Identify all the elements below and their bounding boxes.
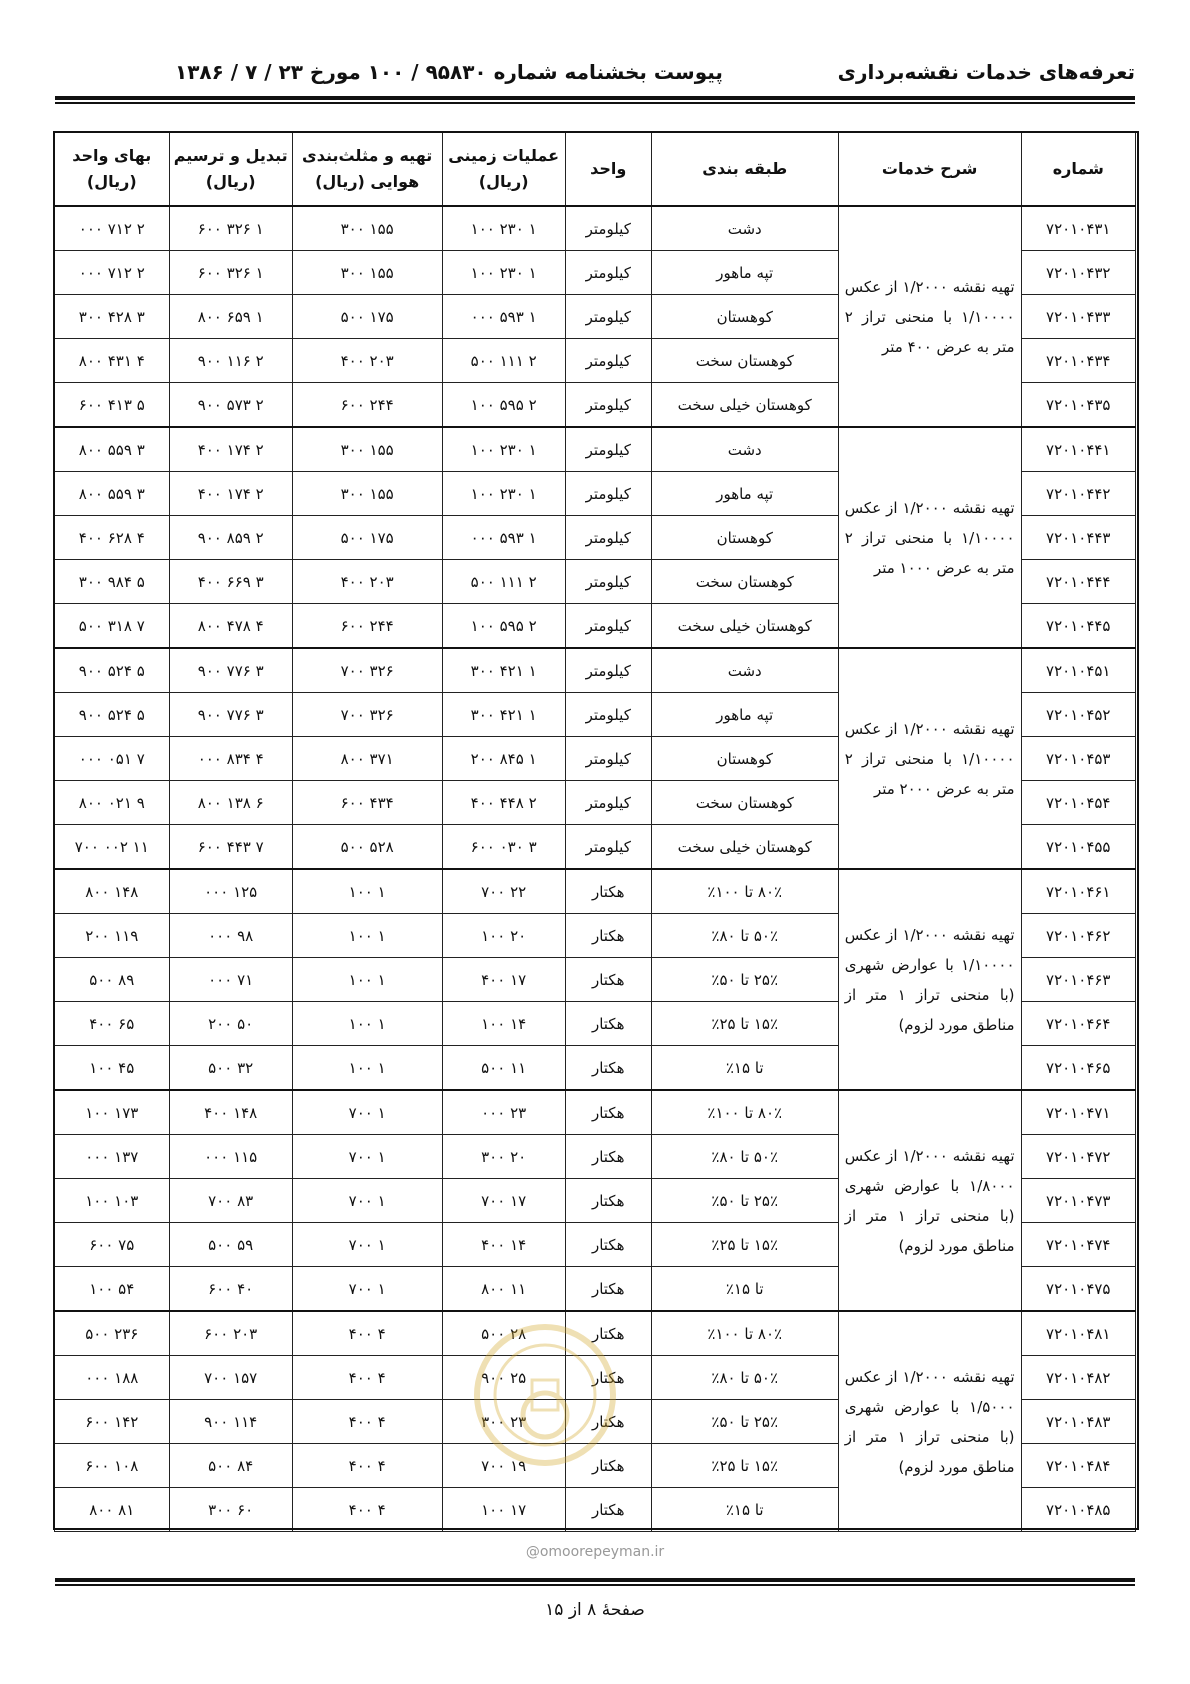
cell-unit: کیلومتر	[565, 251, 651, 295]
cell-number: ۷۲۰۱۰۴۴۵	[1021, 604, 1135, 649]
cell-unit: هکتار	[565, 1046, 651, 1091]
cell-unit-price: ۷ ۳۱۸ ۵۰۰	[55, 604, 170, 649]
cell-aerial: ۲۰۳ ۴۰۰	[292, 339, 442, 383]
cell-number: ۷۲۰۱۰۴۶۱	[1021, 869, 1135, 914]
cell-drafting: ۲ ۱۱۶ ۹۰۰	[169, 339, 292, 383]
cell-unit-price: ۵ ۴۱۳ ۶۰۰	[55, 383, 170, 428]
cell-unit: هکتار	[565, 1223, 651, 1267]
cell-unit-price: ۸۱ ۸۰۰	[55, 1488, 170, 1532]
cell-unit: هکتار	[565, 1311, 651, 1356]
cell-unit: هکتار	[565, 1356, 651, 1400]
cell-aerial: ۳۲۶ ۷۰۰	[292, 693, 442, 737]
cell-ground: ۱۴ ۴۰۰	[442, 1223, 565, 1267]
cell-aerial: ۲۴۴ ۶۰۰	[292, 604, 442, 649]
cell-unit: کیلومتر	[565, 427, 651, 472]
cell-ground: ۱ ۲۳۰ ۱۰۰	[442, 472, 565, 516]
cell-unit-price: ۱۷۳ ۱۰۰	[55, 1090, 170, 1135]
cell-unit: کیلومتر	[565, 560, 651, 604]
cell-unit: کیلومتر	[565, 383, 651, 428]
header-drafting: تبدیل و ترسیم (ریال)	[169, 133, 292, 207]
cell-unit-price: ۶۵ ۴۰۰	[55, 1002, 170, 1046]
cell-unit: کیلومتر	[565, 604, 651, 649]
cell-number: ۷۲۰۱۰۴۶۵	[1021, 1046, 1135, 1091]
cell-number: ۷۲۰۱۰۴۴۱	[1021, 427, 1135, 472]
cell-ground: ۱ ۴۲۱ ۳۰۰	[442, 693, 565, 737]
cell-category: ۵۰٪ تا ۸۰٪	[651, 914, 838, 958]
header-aerial: تهیه و مثلث‌بندی هوایی (ریال)	[292, 133, 442, 207]
header-unit: واحد	[565, 133, 651, 207]
header-category: طبقه بندی	[651, 133, 838, 207]
cell-ground: ۱۷ ۱۰۰	[442, 1488, 565, 1532]
table-row	[55, 648, 1136, 693]
cell-category: ۲۵٪ تا ۵۰٪	[651, 1179, 838, 1223]
cell-category: ۲۵٪ تا ۵۰٪	[651, 1400, 838, 1444]
cell-category: کوهستان خیلی سخت	[651, 383, 838, 428]
cell-number: ۷۲۰۱۰۴۵۴	[1021, 781, 1135, 825]
cell-number: ۷۲۰۱۰۴۵۵	[1021, 825, 1135, 870]
cell-unit-price: ۲۳۶ ۵۰۰	[55, 1311, 170, 1356]
table-row	[55, 427, 1136, 472]
cell-category: تا ۱۵٪	[651, 1267, 838, 1312]
cell-ground: ۲۰ ۱۰۰	[442, 914, 565, 958]
cell-drafting: ۱۴۸ ۴۰۰	[169, 1090, 292, 1135]
cell-ground: ۱۹ ۷۰۰	[442, 1444, 565, 1488]
cell-aerial: ۴ ۴۰۰	[292, 1444, 442, 1488]
cell-number: ۷۲۰۱۰۴۶۴	[1021, 1002, 1135, 1046]
cell-number: ۷۲۰۱۰۴۶۲	[1021, 914, 1135, 958]
cell-unit-price: ۱۸۸ ۰۰۰	[55, 1356, 170, 1400]
stamp-watermark	[470, 1320, 620, 1470]
cell-aerial: ۱۵۵ ۳۰۰	[292, 472, 442, 516]
cell-category: ۸۰٪ تا ۱۰۰٪	[651, 1311, 838, 1356]
cell-number: ۷۲۰۱۰۴۶۳	[1021, 958, 1135, 1002]
cell-unit-price: ۴ ۶۲۸ ۴۰۰	[55, 516, 170, 560]
cell-aerial: ۱ ۷۰۰	[292, 1223, 442, 1267]
cell-description: تهیه نقشه ۱/۲۰۰۰ از عکس ۱/۱۰۰۰۰ با منحنی تراز ۲ متر به عرض ۴۰۰ متر	[838, 206, 1021, 427]
cell-unit-price: ۷ ۰۵۱ ۰۰۰	[55, 737, 170, 781]
cell-category: ۸۰٪ تا ۱۰۰٪	[651, 869, 838, 914]
cell-unit: هکتار	[565, 1002, 651, 1046]
cell-number: ۷۲۰۱۰۴۷۴	[1021, 1223, 1135, 1267]
cell-aerial: ۴ ۴۰۰	[292, 1311, 442, 1356]
cell-drafting: ۸۴ ۵۰۰	[169, 1444, 292, 1488]
cell-category: کوهستان خیلی سخت	[651, 604, 838, 649]
cell-ground: ۱۷ ۷۰۰	[442, 1179, 565, 1223]
cell-category: تپه ماهور	[651, 251, 838, 295]
cell-number: ۷۲۰۱۰۴۵۳	[1021, 737, 1135, 781]
cell-number: ۷۲۰۱۰۴۳۵	[1021, 383, 1135, 428]
cell-unit: هکتار	[565, 869, 651, 914]
cell-drafting: ۱ ۶۵۹ ۸۰۰	[169, 295, 292, 339]
cell-drafting: ۶ ۱۳۸ ۸۰۰	[169, 781, 292, 825]
cell-drafting: ۲ ۱۷۴ ۴۰۰	[169, 472, 292, 516]
cell-aerial: ۱ ۷۰۰	[292, 1267, 442, 1312]
cell-unit-price: ۵ ۹۸۴ ۳۰۰	[55, 560, 170, 604]
cell-number: ۷۲۰۱۰۴۸۳	[1021, 1400, 1135, 1444]
cell-aerial: ۱۵۵ ۳۰۰	[292, 427, 442, 472]
cell-description: تهیه نقشه ۱/۲۰۰۰ از عکس ۱/۱۰۰۰۰ با منحنی تراز ۲ متر به عرض ۲۰۰۰ متر	[838, 648, 1021, 869]
cell-category: کوهستان خیلی سخت	[651, 825, 838, 870]
cell-description: تهیه نقشه ۱/۲۰۰۰ از عکس ۱/۱۰۰۰۰ با عوارض شهری (با منحنی تراز ۱ متر از مناطق مورد لزوم)	[838, 869, 1021, 1090]
footer-rule-thin	[55, 1584, 1135, 1586]
cell-ground: ۲ ۵۹۵ ۱۰۰	[442, 604, 565, 649]
cell-number: ۷۲۰۱۰۴۸۴	[1021, 1444, 1135, 1488]
cell-drafting: ۱ ۳۲۶ ۶۰۰	[169, 251, 292, 295]
cell-drafting: ۴ ۸۳۴ ۰۰۰	[169, 737, 292, 781]
cell-unit: کیلومتر	[565, 648, 651, 693]
cell-aerial: ۴ ۴۰۰	[292, 1488, 442, 1532]
table-row	[55, 869, 1136, 914]
cell-aerial: ۱ ۷۰۰	[292, 1090, 442, 1135]
cell-unit-price: ۱۰۳ ۱۰۰	[55, 1179, 170, 1223]
cell-unit: کیلومتر	[565, 693, 651, 737]
cell-unit: هکتار	[565, 914, 651, 958]
page-number: صفحهٔ ۸ از ۱۵	[545, 1600, 645, 1620]
cell-unit: هکتار	[565, 958, 651, 1002]
cell-unit-price: ۱۴۲ ۶۰۰	[55, 1400, 170, 1444]
cell-unit-price: ۴ ۴۳۱ ۸۰۰	[55, 339, 170, 383]
cell-number: ۷۲۰۱۰۴۳۲	[1021, 251, 1135, 295]
cell-category: کوهستان	[651, 516, 838, 560]
cell-aerial: ۱۷۵ ۵۰۰	[292, 295, 442, 339]
cell-unit: هکتار	[565, 1488, 651, 1532]
cell-category: ۱۵٪ تا ۲۵٪	[651, 1223, 838, 1267]
cell-ground: ۲ ۴۴۸ ۴۰۰	[442, 781, 565, 825]
cell-unit-price: ۸۹ ۵۰۰	[55, 958, 170, 1002]
cell-aerial: ۱۷۵ ۵۰۰	[292, 516, 442, 560]
cell-category: ۵۰٪ تا ۸۰٪	[651, 1356, 838, 1400]
cell-number: ۷۲۰۱۰۴۴۲	[1021, 472, 1135, 516]
cell-unit-price: ۵ ۵۲۴ ۹۰۰	[55, 648, 170, 693]
cell-number: ۷۲۰۱۰۴۸۲	[1021, 1356, 1135, 1400]
cell-drafting: ۹۸ ۰۰۰	[169, 914, 292, 958]
cell-unit-price: ۳ ۵۵۹ ۸۰۰	[55, 427, 170, 472]
cell-category: دشت	[651, 206, 838, 251]
cell-unit: هکتار	[565, 1267, 651, 1312]
footer-rule-thick	[55, 1578, 1135, 1582]
cell-ground: ۱۴ ۱۰۰	[442, 1002, 565, 1046]
cell-number: ۷۲۰۱۰۴۷۱	[1021, 1090, 1135, 1135]
cell-ground: ۱ ۲۳۰ ۱۰۰	[442, 251, 565, 295]
cell-description: تهیه نقشه ۱/۲۰۰۰ از عکس ۱/۸۰۰۰ با عوارض شهری (با منحنی تراز ۱ متر از مناطق مورد لزوم)	[838, 1090, 1021, 1311]
header-unit-price: بهای واحد (ریال)	[55, 133, 170, 207]
cell-ground: ۲ ۱۱۱ ۵۰۰	[442, 339, 565, 383]
header-rule-thin	[55, 102, 1135, 104]
cell-aerial: ۱ ۱۰۰	[292, 1002, 442, 1046]
cell-unit-price: ۱۰۸ ۶۰۰	[55, 1444, 170, 1488]
cell-ground: ۱۷ ۴۰۰	[442, 958, 565, 1002]
cell-unit: هکتار	[565, 1135, 651, 1179]
cell-ground: ۲۳ ۰۰۰	[442, 1090, 565, 1135]
cell-unit: کیلومتر	[565, 825, 651, 870]
cell-ground: ۱۱ ۸۰۰	[442, 1267, 565, 1312]
cell-unit-price: ۱۱۹ ۲۰۰	[55, 914, 170, 958]
cell-number: ۷۲۰۱۰۴۸۵	[1021, 1488, 1135, 1532]
cell-ground: ۱ ۲۳۰ ۱۰۰	[442, 206, 565, 251]
cell-aerial: ۲۰۳ ۴۰۰	[292, 560, 442, 604]
cell-unit-price: ۵۴ ۱۰۰	[55, 1267, 170, 1312]
cell-aerial: ۱ ۱۰۰	[292, 1046, 442, 1091]
header-rule-thick	[55, 96, 1135, 100]
cell-aerial: ۴ ۴۰۰	[292, 1356, 442, 1400]
cell-description: تهیه نقشه ۱/۲۰۰۰ از عکس ۱/۱۰۰۰۰ با منحنی تراز ۲ متر به عرض ۱۰۰۰ متر	[838, 427, 1021, 648]
cell-drafting: ۱۵۷ ۷۰۰	[169, 1356, 292, 1400]
cell-unit-price: ۲ ۷۱۲ ۰۰۰	[55, 206, 170, 251]
cell-drafting: ۳ ۷۷۶ ۹۰۰	[169, 648, 292, 693]
cell-category: تا ۱۵٪	[651, 1488, 838, 1532]
cell-aerial: ۱ ۱۰۰	[292, 869, 442, 914]
cell-ground: ۲۵ ۹۰۰	[442, 1356, 565, 1400]
watermark-site: @omoorepeyman.ir	[525, 1544, 665, 1560]
cell-category: کوهستان سخت	[651, 560, 838, 604]
cell-drafting: ۷۱ ۰۰۰	[169, 958, 292, 1002]
cell-aerial: ۴۳۴ ۶۰۰	[292, 781, 442, 825]
cell-unit: کیلومتر	[565, 206, 651, 251]
cell-category: کوهستان سخت	[651, 781, 838, 825]
cell-number: ۷۲۰۱۰۴۵۱	[1021, 648, 1135, 693]
cell-aerial: ۳۷۱ ۸۰۰	[292, 737, 442, 781]
cell-aerial: ۱ ۷۰۰	[292, 1135, 442, 1179]
cell-unit-price: ۹ ۰۲۱ ۸۰۰	[55, 781, 170, 825]
cell-ground: ۱ ۴۲۱ ۳۰۰	[442, 648, 565, 693]
cell-unit: کیلومتر	[565, 516, 651, 560]
cell-category: دشت	[651, 427, 838, 472]
table-row	[55, 206, 1136, 251]
cell-unit: هکتار	[565, 1444, 651, 1488]
circular-reference: پیوست بخشنامه شماره ۹۵۸۳۰ / ۱۰۰ مورخ ۲۳ / ۷ / ۱۳۸۶	[175, 60, 723, 84]
cell-ground: ۲۸ ۵۰۰	[442, 1311, 565, 1356]
cell-number: ۷۲۰۱۰۴۷۲	[1021, 1135, 1135, 1179]
cell-drafting: ۴ ۴۷۸ ۸۰۰	[169, 604, 292, 649]
cell-ground: ۲ ۱۱۱ ۵۰۰	[442, 560, 565, 604]
cell-drafting: ۲ ۵۷۳ ۹۰۰	[169, 383, 292, 428]
table-header-row	[55, 133, 1136, 207]
cell-unit: کیلومتر	[565, 781, 651, 825]
cell-drafting: ۸۳ ۷۰۰	[169, 1179, 292, 1223]
cell-drafting: ۱ ۳۲۶ ۶۰۰	[169, 206, 292, 251]
page-header	[55, 56, 1135, 90]
cell-category: تا ۱۵٪	[651, 1046, 838, 1091]
cell-unit: کیلومتر	[565, 295, 651, 339]
cell-category: ۱۵٪ تا ۲۵٪	[651, 1444, 838, 1488]
cell-unit: هکتار	[565, 1400, 651, 1444]
cell-number: ۷۲۰۱۰۴۳۴	[1021, 339, 1135, 383]
cell-ground: ۲۲ ۷۰۰	[442, 869, 565, 914]
cell-drafting: ۴۰ ۶۰۰	[169, 1267, 292, 1312]
cell-aerial: ۴ ۴۰۰	[292, 1400, 442, 1444]
cell-drafting: ۲ ۱۷۴ ۴۰۰	[169, 427, 292, 472]
cell-ground: ۲۳ ۳۰۰	[442, 1400, 565, 1444]
cell-description: تهیه نقشه ۱/۲۰۰۰ از عکس ۱/۵۰۰۰ با عوارض شهری (با منحنی تراز ۱ متر از مناطق مورد لزوم)	[838, 1311, 1021, 1532]
cell-number: ۷۲۰۱۰۴۷۳	[1021, 1179, 1135, 1223]
cell-drafting: ۳۲ ۵۰۰	[169, 1046, 292, 1091]
cell-aerial: ۵۲۸ ۵۰۰	[292, 825, 442, 870]
header-ground: عملیات زمینی (ریال)	[442, 133, 565, 207]
cell-aerial: ۲۴۴ ۶۰۰	[292, 383, 442, 428]
cell-unit-price: ۳ ۵۵۹ ۸۰۰	[55, 472, 170, 516]
cell-aerial: ۱۵۵ ۳۰۰	[292, 251, 442, 295]
cell-number: ۷۲۰۱۰۴۸۱	[1021, 1311, 1135, 1356]
cell-category: کوهستان سخت	[651, 339, 838, 383]
cell-number: ۷۲۰۱۰۴۳۳	[1021, 295, 1135, 339]
cell-unit-price: ۳ ۴۲۸ ۳۰۰	[55, 295, 170, 339]
cell-ground: ۱ ۵۹۳ ۰۰۰	[442, 516, 565, 560]
cell-aerial: ۳۲۶ ۷۰۰	[292, 648, 442, 693]
cell-unit-price: ۲ ۷۱۲ ۰۰۰	[55, 251, 170, 295]
cell-unit: کیلومتر	[565, 472, 651, 516]
cell-category: کوهستان	[651, 737, 838, 781]
cell-number: ۷۲۰۱۰۴۴۴	[1021, 560, 1135, 604]
cell-number: ۷۲۰۱۰۴۷۵	[1021, 1267, 1135, 1312]
cell-number: ۷۲۰۱۰۴۵۲	[1021, 693, 1135, 737]
cell-drafting: ۳ ۷۷۶ ۹۰۰	[169, 693, 292, 737]
cell-aerial: ۱ ۷۰۰	[292, 1179, 442, 1223]
cell-unit-price: ۱۳۷ ۰۰۰	[55, 1135, 170, 1179]
cell-aerial: ۱ ۱۰۰	[292, 958, 442, 1002]
cell-category: ۱۵٪ تا ۲۵٪	[651, 1002, 838, 1046]
cell-ground: ۳ ۰۳۰ ۶۰۰	[442, 825, 565, 870]
cell-drafting: ۲ ۸۵۹ ۹۰۰	[169, 516, 292, 560]
cell-unit-price: ۱۱ ۰۰۲ ۷۰۰	[55, 825, 170, 870]
document-title: تعرفه‌های خدمات نقشه‌برداری	[837, 60, 1135, 84]
cell-ground: ۱ ۲۳۰ ۱۰۰	[442, 427, 565, 472]
cell-number: ۷۲۰۱۰۴۳۱	[1021, 206, 1135, 251]
table-row	[55, 1090, 1136, 1135]
cell-number: ۷۲۰۱۰۴۴۳	[1021, 516, 1135, 560]
cell-ground: ۱۱ ۵۰۰	[442, 1046, 565, 1091]
cell-unit-price: ۵ ۵۲۴ ۹۰۰	[55, 693, 170, 737]
cell-ground: ۲۰ ۳۰۰	[442, 1135, 565, 1179]
cell-unit: هکتار	[565, 1179, 651, 1223]
cell-drafting: ۱۱۵ ۰۰۰	[169, 1135, 292, 1179]
cell-drafting: ۱۲۵ ۰۰۰	[169, 869, 292, 914]
cell-unit: کیلومتر	[565, 737, 651, 781]
cell-category: ۲۵٪ تا ۵۰٪	[651, 958, 838, 1002]
cell-unit: هکتار	[565, 1090, 651, 1135]
cell-ground: ۱ ۸۴۵ ۲۰۰	[442, 737, 565, 781]
cell-drafting: ۵۹ ۵۰۰	[169, 1223, 292, 1267]
header-description: شرح خدمات	[838, 133, 1021, 207]
cell-drafting: ۱۱۴ ۹۰۰	[169, 1400, 292, 1444]
cell-drafting: ۵۰ ۲۰۰	[169, 1002, 292, 1046]
cell-unit: کیلومتر	[565, 339, 651, 383]
cell-aerial: ۱۵۵ ۳۰۰	[292, 206, 442, 251]
cell-drafting: ۳ ۶۶۹ ۴۰۰	[169, 560, 292, 604]
cell-category: دشت	[651, 648, 838, 693]
cell-category: تپه ماهور	[651, 472, 838, 516]
cell-category: کوهستان	[651, 295, 838, 339]
cell-category: ۵۰٪ تا ۸۰٪	[651, 1135, 838, 1179]
cell-category: ۸۰٪ تا ۱۰۰٪	[651, 1090, 838, 1135]
cell-drafting: ۷ ۴۴۳ ۶۰۰	[169, 825, 292, 870]
cell-unit-price: ۱۴۸ ۸۰۰	[55, 869, 170, 914]
cell-ground: ۲ ۵۹۵ ۱۰۰	[442, 383, 565, 428]
cell-category: تپه ماهور	[651, 693, 838, 737]
cell-drafting: ۶۰ ۳۰۰	[169, 1488, 292, 1532]
cell-unit-price: ۴۵ ۱۰۰	[55, 1046, 170, 1091]
header-number: شماره	[1021, 133, 1135, 207]
cell-aerial: ۱ ۱۰۰	[292, 914, 442, 958]
cell-drafting: ۲۰۳ ۶۰۰	[169, 1311, 292, 1356]
cell-unit-price: ۷۵ ۶۰۰	[55, 1223, 170, 1267]
cell-ground: ۱ ۵۹۳ ۰۰۰	[442, 295, 565, 339]
